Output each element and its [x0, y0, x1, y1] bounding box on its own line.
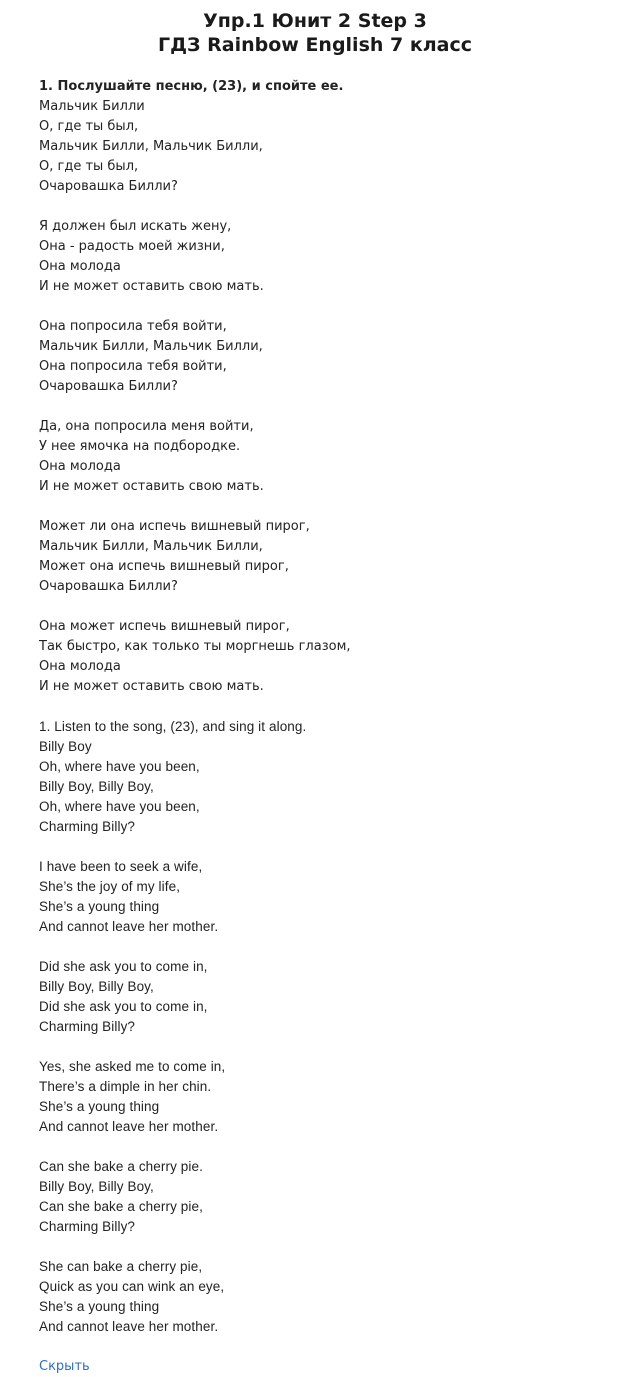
russian-lyric-line: Может она испечь вишневый пирог, [39, 559, 289, 574]
russian-lyric-line: Мальчик Билли [39, 99, 145, 114]
english-lyric-line: Charming Billy? [39, 819, 136, 834]
english-lyric-line: Did she ask you to come in, [39, 959, 208, 974]
english-lyric-line: Billy Boy, Billy Boy, [39, 979, 154, 994]
english-lyric-line: And cannot leave her mother. [39, 919, 219, 934]
page-header [0, 0, 630, 57]
russian-lyric-line: Мальчик Билли, Мальчик Билли, [39, 539, 263, 554]
page-title-book: ГДЗ Rainbow English 7 класс [157, 34, 473, 56]
english-lyric-line: She’s the joy of my life, [39, 879, 181, 894]
russian-lyric-line: О, где ты был, [39, 159, 139, 174]
page-title-exercise: Упр.1 Юнит 2 Step 3 [203, 10, 427, 32]
english-stanza [39, 1057, 619, 1137]
russian-lyric-line: Так быстро, как только ты моргнешь глазом, [39, 639, 351, 654]
russian-lyric-line: И не может оставить свою мать. [39, 279, 264, 294]
english-lyric-line: Oh, where have you been, [39, 759, 200, 774]
english-stanza [39, 957, 619, 1037]
english-lyric-line: Did she ask you to come in, [39, 999, 208, 1014]
english-lyric-line: She can bake a cherry pie, [39, 1259, 203, 1274]
russian-lyric-line: Она попросила тебя войти, [39, 319, 227, 334]
english-stanza [39, 1257, 619, 1337]
english-lyric-line: Billy Boy, Billy Boy, [39, 779, 154, 794]
english-task-heading: 1. Listen to the song, (23), and sing it along. [39, 719, 307, 734]
english-lyric-line: Charming Billy? [39, 1019, 136, 1034]
russian-stanza [39, 217, 619, 297]
english-lyric-line: Billy Boy [39, 739, 92, 754]
russian-lyric-line: И не может оставить свою мать. [39, 679, 264, 694]
russian-stanza [39, 317, 619, 397]
english-stanza [39, 857, 619, 937]
english-section [39, 717, 619, 1337]
answer-content [39, 77, 619, 1377]
russian-lyric-line: Она молода [39, 459, 121, 474]
english-lyric-line: She’s a young thing [39, 1099, 160, 1114]
russian-stanza [39, 417, 619, 497]
russian-task-heading: 1. Послушайте песню, (23), и спойте ее. [39, 79, 344, 94]
russian-lyric-line: Она - радость моей жизни, [39, 239, 225, 254]
english-stanza [39, 737, 619, 837]
russian-lyric-line: Я должен был искать жену, [39, 219, 232, 234]
russian-lyric-line: Она молода [39, 259, 121, 274]
english-lyric-line: Can she bake a cherry pie. [39, 1159, 203, 1174]
russian-stanza [39, 517, 619, 597]
russian-lyric-line: И не может оставить свою мать. [39, 479, 264, 494]
english-lyric-line: She’s a young thing [39, 1299, 160, 1314]
russian-lyric-line: О, где ты был, [39, 119, 139, 134]
russian-lyric-line: Она может испечь вишневый пирог, [39, 619, 290, 634]
russian-lyric-line: Мальчик Билли, Мальчик Билли, [39, 139, 263, 154]
english-lyric-line: Yes, she asked me to come in, [39, 1059, 226, 1074]
english-lyric-line: I have been to seek a wife, [39, 859, 203, 874]
russian-lyric-line: Может ли она испечь вишневый пирог, [39, 519, 310, 534]
russian-lyric-line: Очаровашка Билли? [39, 379, 178, 394]
russian-lyric-line: У нее ямочка на подбородке. [39, 439, 241, 454]
hide-link[interactable]: Скрыть [39, 1359, 90, 1374]
russian-lyrics [39, 97, 619, 697]
english-lyric-line: There’s a dimple in her chin. [39, 1079, 212, 1094]
english-lyric-line: And cannot leave her mother. [39, 1119, 219, 1134]
russian-lyric-line: Мальчик Билли, Мальчик Билли, [39, 339, 263, 354]
russian-stanza [39, 97, 619, 197]
english-lyric-line: Quick as you can wink an eye, [39, 1279, 225, 1294]
english-lyric-line: Billy Boy, Billy Boy, [39, 1179, 154, 1194]
english-stanza [39, 1157, 619, 1237]
russian-stanza [39, 617, 619, 697]
english-lyric-line: And cannot leave her mother. [39, 1319, 219, 1334]
russian-lyric-line: Очаровашка Билли? [39, 179, 178, 194]
russian-lyric-line: Да, она попросила меня войти, [39, 419, 254, 434]
russian-lyric-line: Очаровашка Билли? [39, 579, 178, 594]
english-lyric-line: Can she bake a cherry pie, [39, 1199, 203, 1214]
english-lyric-line: Charming Billy? [39, 1219, 136, 1234]
english-lyric-line: She’s a young thing [39, 899, 160, 914]
english-lyrics [39, 737, 619, 1337]
russian-lyric-line: Она попросила тебя войти, [39, 359, 227, 374]
english-lyric-line: Oh, where have you been, [39, 799, 200, 814]
russian-lyric-line: Она молода [39, 659, 121, 674]
